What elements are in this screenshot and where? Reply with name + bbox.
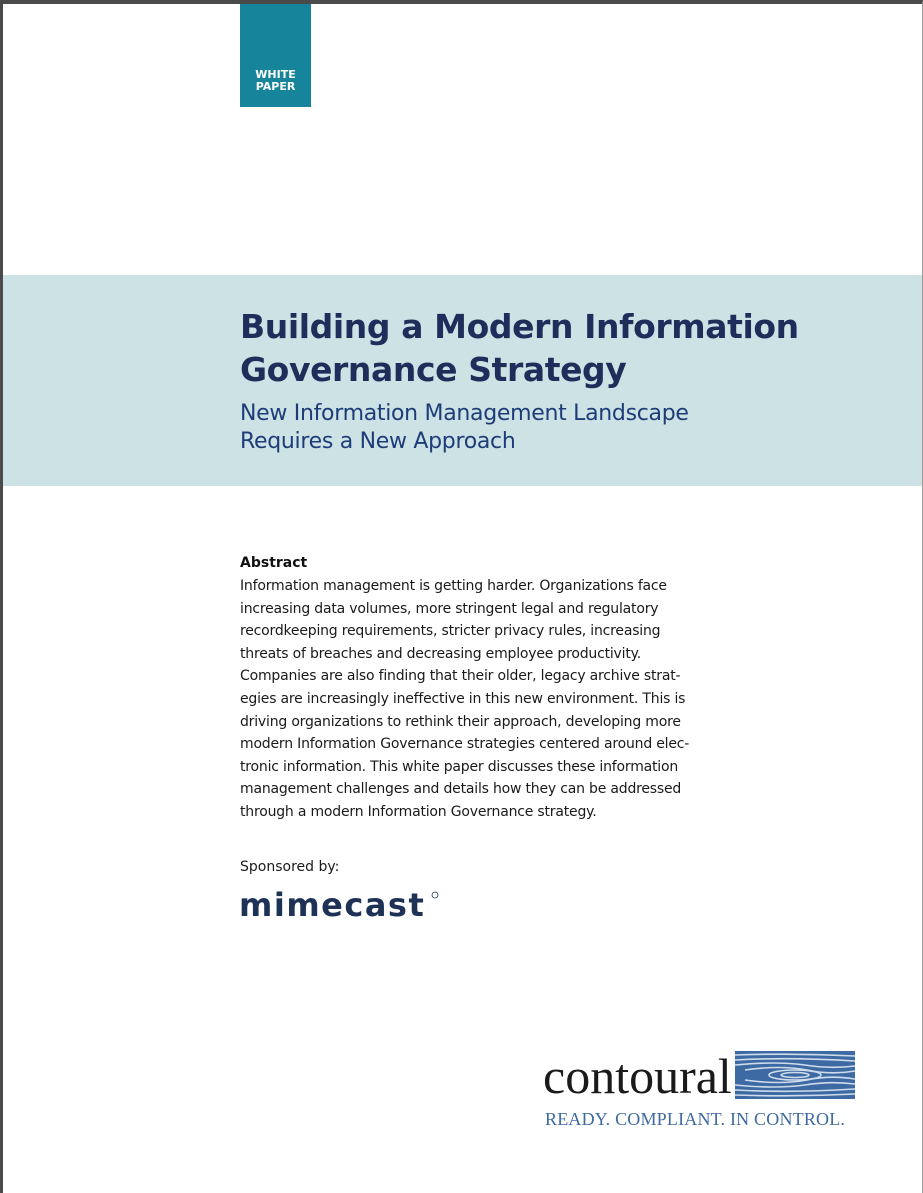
- abstract-heading: Abstract: [240, 555, 308, 571]
- abstract-line: tronic information. This white paper discusses these information: [240, 758, 679, 775]
- sponsored-by-label: Sponsored by:: [240, 859, 340, 875]
- contoural-tagline: READY. COMPLIANT. IN CONTROL.: [545, 1109, 846, 1129]
- subtitle-line-1: New Information Management Landscape: [240, 401, 689, 426]
- abstract-line: modern Information Governance strategies centered around elec-: [240, 736, 690, 753]
- abstract-line: Information management is getting harder. Organizations face: [240, 578, 667, 594]
- document-subtitle: [240, 400, 880, 456]
- abstract-line: egies are increasingly ineffective in this new environment. This is: [240, 690, 686, 707]
- contour-waves-icon: [735, 1051, 855, 1099]
- contoural-wordmark: contoural: [543, 1048, 732, 1104]
- tab-line-2: PAPER: [255, 80, 296, 93]
- abstract-line: Companies are also finding that their older, legacy archive strat-: [240, 668, 681, 685]
- abstract-line: recordkeeping requirements, stricter privacy rules, increasing: [240, 623, 661, 640]
- abstract-body: [240, 575, 740, 824]
- title-line-2: Governance Strategy: [240, 350, 627, 389]
- document-title: [240, 305, 880, 391]
- abstract-line: management challenges and details how they can be addressed: [240, 781, 682, 798]
- abstract-line: threats of breaches and decreasing employee productivity.: [240, 645, 641, 662]
- mimecast-logo-text: mimecast: [239, 886, 426, 922]
- title-line-1: Building a Modern Information: [240, 307, 799, 346]
- mimecast-logo: [238, 882, 448, 922]
- abstract-line: increasing data volumes, more stringent legal and regulatory: [240, 600, 659, 617]
- contoural-logo: [543, 1046, 863, 1136]
- abstract-line: driving organizations to rethink their approach, developing more: [240, 713, 681, 730]
- subtitle-line-2: Requires a New Approach: [240, 429, 516, 454]
- tab-line-1: WHITE: [255, 68, 296, 81]
- white-paper-tab: [240, 4, 311, 107]
- abstract-line: through a modern Information Governance strategy.: [240, 803, 597, 820]
- registered-mark-icon: [432, 892, 438, 898]
